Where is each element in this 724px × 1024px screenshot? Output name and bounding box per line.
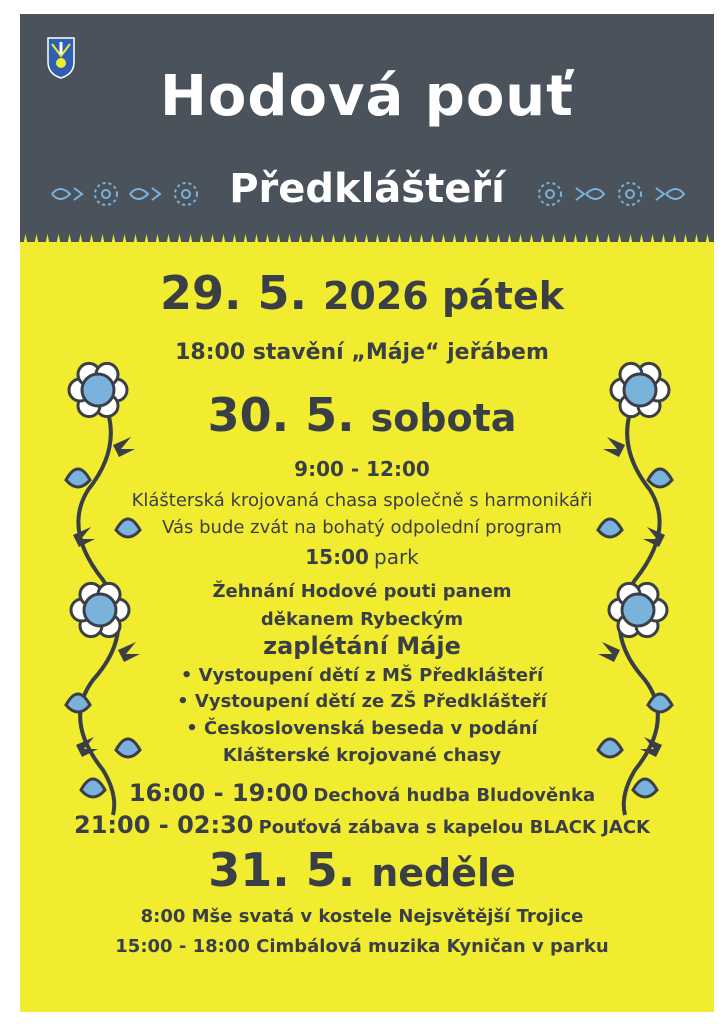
folk-ornament-icon — [48, 174, 218, 214]
zigzag-top-edge — [20, 234, 714, 260]
day2-blessing1: Žehnání Hodové pouti panem — [212, 581, 512, 602]
day1-heading — [0, 266, 724, 320]
day3-heading — [0, 843, 724, 897]
day2-time1: 9:00 - 12:00 — [294, 457, 430, 481]
day3-date: 31. 5. — [208, 843, 356, 897]
day2-bullet-3: • Československá beseda v podání — [186, 718, 538, 739]
day2-date: 30. 5. — [207, 388, 355, 442]
day1-year-day: 2026 pátek — [322, 274, 565, 318]
day2-time4-desc: Pouťová zábava s kapelou BLACK JACK — [258, 817, 650, 838]
day2-time4-line — [0, 811, 724, 839]
day2-day: sobota — [370, 396, 517, 440]
day2-braiding: zaplétání Máje — [263, 632, 461, 660]
day2-time2-place: park — [374, 545, 419, 569]
day3-day: neděle — [371, 851, 516, 895]
day2-time4: 21:00 - 02:30 — [74, 811, 254, 839]
header-band — [20, 14, 714, 242]
day2-desc1: Klášterská krojovaná chasa společně s harmonikáři — [131, 490, 593, 511]
day2-time3-desc: Dechová hudba Bludověnka — [313, 785, 596, 806]
day2-bullet-1: • Vystoupení dětí z MŠ Předklášteří — [180, 665, 544, 686]
day3-event-2: 15:00 - 18:00 Cimbálová muzika Kyničan v parku — [115, 936, 609, 957]
day2-time2: 15:00 — [305, 545, 369, 569]
day1-event: 18:00 stavění „Máje“ jeřábem — [175, 340, 549, 365]
day2-bullet-4: Klášterské krojované chasy — [222, 745, 502, 766]
day3-event-1: 8:00 Mše svatá v kostele Nejsvětější Trojice — [140, 906, 584, 927]
day2-bullet-2: • Vystoupení dětí ze ZŠ Předklášteří — [177, 691, 547, 712]
day2-desc2: Vás bude zvát na bohatý odpolední program — [162, 517, 562, 538]
day2-blessing2: děkanem Rybeckým — [260, 609, 464, 630]
day2-time3-line — [0, 779, 724, 807]
day2-time2-line — [0, 545, 724, 569]
zigzag-bottom-edge — [20, 980, 714, 1012]
day2-time3: 16:00 - 19:00 — [128, 779, 309, 807]
folk-ornament-icon — [520, 174, 690, 214]
subtitle: Předklášteří — [229, 166, 505, 212]
title: Hodová pouť — [160, 64, 574, 129]
day2-heading — [0, 388, 724, 442]
day1-date: 29. 5. — [159, 266, 307, 320]
